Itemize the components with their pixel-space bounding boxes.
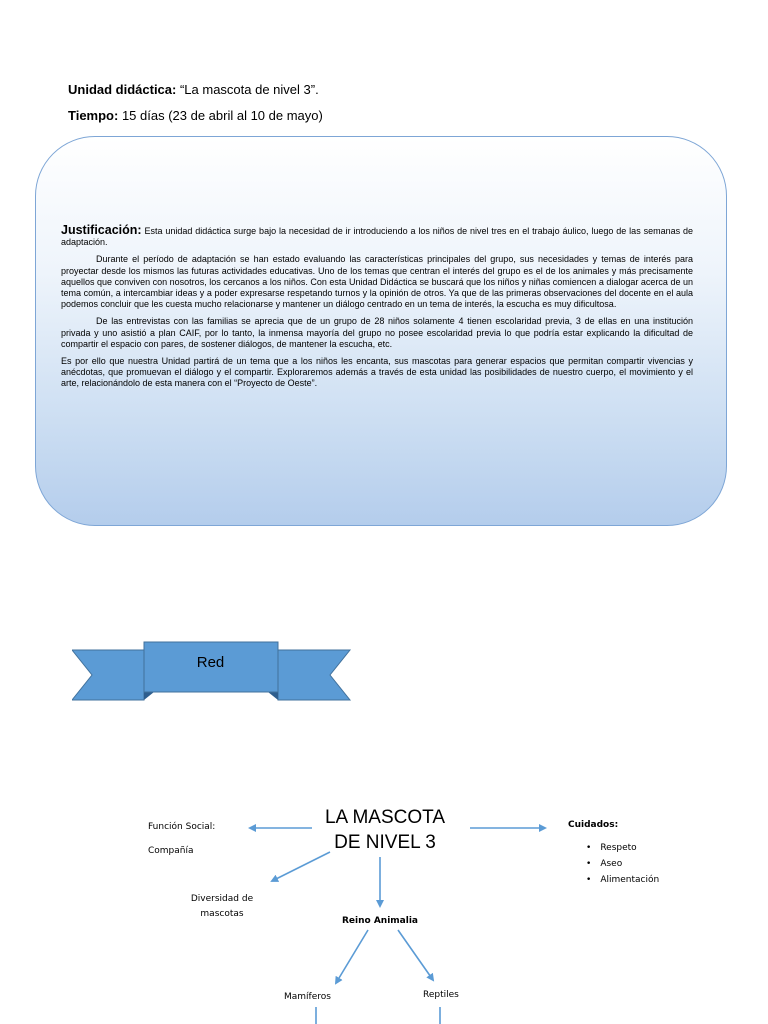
- unidad-value: “La mascota de nivel 3”.: [176, 82, 319, 97]
- tiempo-label: Tiempo:: [68, 108, 119, 123]
- title-line-1: LA MASCOTA: [324, 807, 445, 828]
- funcion-social-label: Función Social:: [148, 822, 216, 832]
- concept-map-title: [300, 805, 470, 855]
- cuidados-list: [586, 840, 659, 888]
- mamiferos-label: Mamíferos: [284, 992, 331, 1002]
- unidad-label: Unidad didáctica:: [68, 82, 177, 97]
- reptiles-label: Reptiles: [423, 990, 459, 1000]
- cuidados-item: • Aseo: [586, 856, 659, 872]
- justification-paragraph-2: De las entrevistas con las familias se aprecia que de un grupo de 28 niños solamente 4 tienen escolaridad previa, 3 de ellas en una institución privada y uno asistió a plan CAIF, por lo tanto, la inmensa mayoría del grupo no posee escolaridad previa lo que podría estar explicando la dificultad de compartir el espacio con pares, de sostener diálogos, de mantener la escucha, etc.: [61, 316, 693, 349]
- justification-intro-text: Esta unidad didáctica surge bajo la necesidad de ir introduciendo a los niños de nivel tres en el trabajo áulico, luego de las semanas de adaptación.: [61, 226, 693, 248]
- cuidados-title: Cuidados:: [568, 820, 619, 830]
- compania-label: Compañía: [148, 846, 194, 856]
- justification-paragraph-1: Durante el período de adaptación se han estado evaluando las características principales del grupo, sus necesidades y temas de interés para proyectar desde los mismos las futuras actividades educativas. Uno de los temas que centran el interés del grupo es el de los animales y más precisamente aquellos que conviven con nosotros, los cercanos a los niños. Con esta Unidad Didáctica se buscará que los niños y niñas comiencen a dialogar acerca de un tema común, a intercambiar ideas y a poder expresarse respetando turnos y la opinión de otros. Ya que de las primeras observaciones del docente en el aula podemos concluir que les cuesta mucho relacionarse y mantener un diálogo centrado en un tema de interés, la escucha es muy dificultosa.: [61, 254, 693, 310]
- cuidados-item: • Alimentación: [586, 872, 659, 888]
- tiempo-value: 15 días (23 de abril al 10 de mayo): [118, 108, 323, 123]
- diversidad-line-1: Diversidad de: [190, 894, 254, 904]
- title-line-2: DE NIVEL 3: [334, 832, 436, 853]
- justification-paragraph-3: Es por ello que nuestra Unidad partirá de un tema que a los niños les encanta, sus mascotas para generar espacios que permitan compartir vivencias y anécdotas, que promuevan el diálogo y el compartir. Exploraremos además a través de esta unidad las posibilidades de nuestro cuerpo, el movimiento y el arte, relacionándolo de esta manera con el “Proyecto de Oeste”.: [61, 356, 693, 389]
- diversidad-line-2: mascotas: [200, 909, 244, 919]
- diversidad-label: [182, 892, 262, 922]
- reino-label: Reino Animalia: [342, 916, 418, 926]
- justification-title: Justificación:: [61, 223, 142, 237]
- cuidados-item: • Respeto: [586, 840, 659, 856]
- banner-label: Red: [196, 654, 225, 671]
